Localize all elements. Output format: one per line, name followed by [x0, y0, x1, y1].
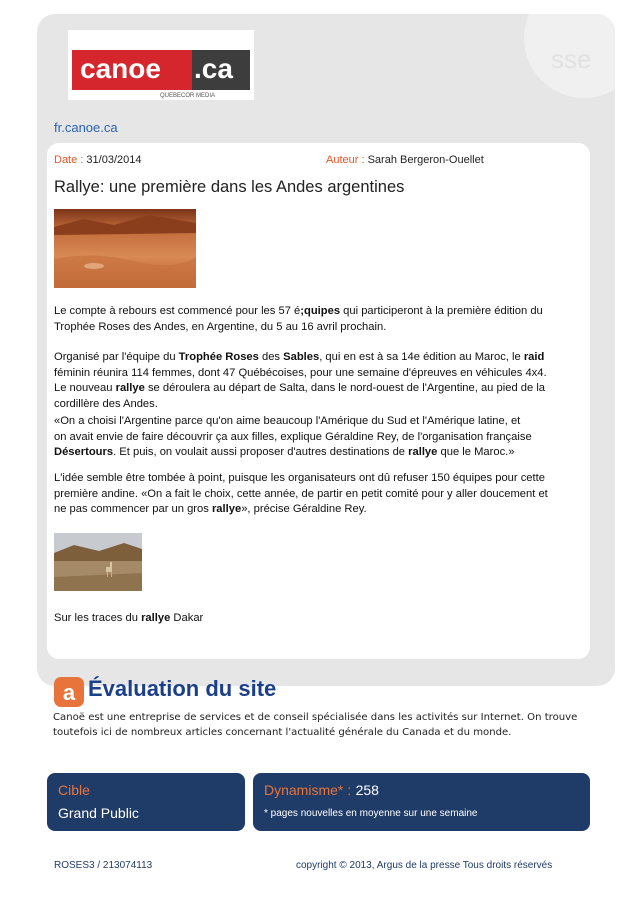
- article-date: [54, 154, 141, 166]
- watermark-text: sse: [551, 44, 592, 74]
- dynamisme-note: * pages nouvelles en moyenne sur une semaine: [264, 808, 478, 819]
- highlight-keyword: rallye: [115, 382, 145, 394]
- highlight-keyword: rallye: [408, 446, 438, 458]
- evaluation-title: Évaluation du site: [88, 676, 277, 701]
- logo-sub-text: QUEBECOR MEDIA: [160, 93, 216, 99]
- article-paragraph-4: L'idée semble être tombée à point, puisque les organisateurs ont dû refuser 150 équipes pour cette première andine. «On a fait le choix, cette année, de partir en petit comité pour y aller doucement et ne pas commencer par un gros rallye», précise Géraldine Rey.: [54, 472, 548, 515]
- dynamisme-box: [253, 773, 590, 831]
- argus-a-icon: [54, 677, 84, 707]
- article-title: Rallye: une première dans les Andes argentines: [54, 178, 405, 196]
- evaluation-description: Canoë est une entreprise de services et de conseil spécialisée dans les activités sur Internet. On trouve toutefois ici de nombreux articles concernant l'actualité générale du Canada et du monde.: [53, 712, 578, 738]
- canoe-logo[interactable]: [68, 30, 254, 100]
- date-value: 31/03/2014: [86, 154, 142, 166]
- highlight-keyword: rallye: [141, 612, 171, 624]
- article-author: [326, 154, 484, 166]
- cible-label: Cible: [58, 782, 90, 798]
- site-url[interactable]: fr.canoe.ca: [54, 120, 118, 135]
- icon-letter: a: [62, 680, 76, 705]
- highlight-keyword: Désertours: [54, 446, 114, 458]
- desert-landscape-photo: [54, 209, 196, 288]
- logo-main-text: canoe: [80, 53, 161, 84]
- cible-value: Grand Public: [58, 805, 139, 821]
- article-paragraph-5: Sur les traces du rallye Dakar: [54, 612, 204, 624]
- highlight-keyword: Sables: [283, 351, 320, 363]
- logo-tld-text: .ca: [194, 53, 233, 84]
- article-paragraph-2: Organisé par l'équipe du Trophée Roses des Sables, qui en est à sa 14e édition au Maroc, le raid féminin réunira 114 femmes, dont 47 Québécoises, pour une semaine d'épreuves en véhicules 4x4. Le nouveau rallye se déroulera au départ de Salta, dans le nord-ouest de l'Argentine, au pied de la cordillère des Andes.: [54, 351, 547, 410]
- highlight-keyword: Trophée Roses: [178, 351, 259, 363]
- footer-reference: ROSES3 / 213074113: [54, 860, 153, 871]
- highlight-keyword: rallye: [211, 503, 242, 515]
- highlight-keyword: ;quipes: [300, 305, 341, 317]
- dynamisme-label: Dynamisme* :: [264, 782, 352, 798]
- dynamisme-line: [264, 782, 379, 800]
- cible-box: [47, 773, 245, 831]
- dynamisme-value: 258: [355, 782, 379, 798]
- guanaco-landscape-photo: [54, 533, 142, 591]
- author-label: Auteur :: [326, 154, 365, 166]
- highlight-keyword: raid: [523, 351, 545, 363]
- footer-copyright: copyright © 2013, Argus de la presse Tous droits réservés: [296, 860, 553, 871]
- author-value: Sarah Bergeron-Ouellet: [367, 154, 484, 166]
- argus-watermark: [489, 14, 615, 118]
- article-paragraph-3: «On a choisi l'Argentine parce qu'on aime beaucoup l'Amérique du Sud et l'Amérique latine, et on avait envie de faire découvrir ça aux filles, explique Géraldine Rey, de l'organisation française Désertours. Et puis, on voulait aussi proposer d'autres destinations de rallye que le Maroc.»: [54, 415, 532, 458]
- canoe-logo-graphic: [68, 30, 254, 100]
- date-label: Date :: [54, 154, 84, 166]
- article-paragraph-1: Le compte à rebours est commencé pour les 57 é;quipes qui participeront à la première édition du Trophée Roses des Andes, en Argentine, du 5 au 16 avril prochain.: [54, 305, 543, 333]
